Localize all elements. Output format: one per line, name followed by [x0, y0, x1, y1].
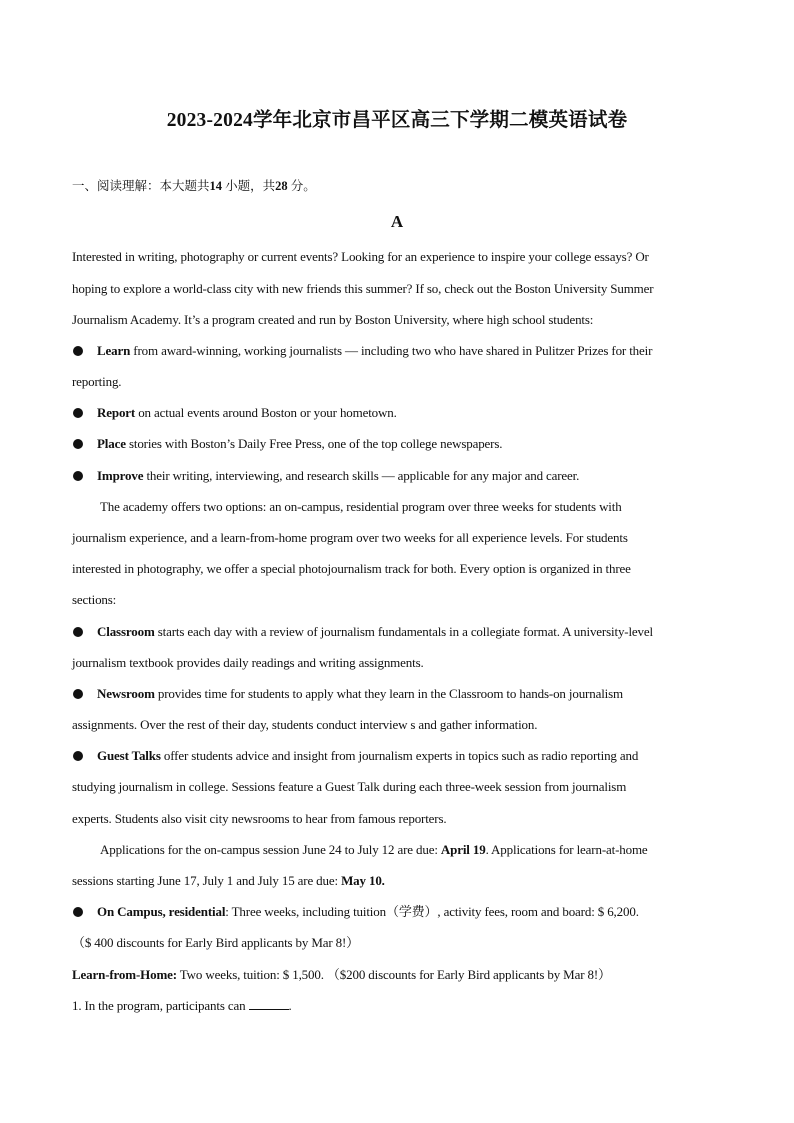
applications-line: [100, 842, 648, 858]
section-suffix: 分。: [290, 179, 316, 193]
bullet-continuation: journalism textbook provides daily readings and writing assignments.: [72, 655, 424, 670]
options-line: sections:: [72, 592, 117, 607]
bullet-keyword: Classroom: [97, 624, 155, 639]
question-end: .: [288, 998, 292, 1013]
section-heading: [72, 176, 316, 194]
bullet-item-improve: [97, 468, 579, 484]
bullet-continuation: assignments. Over the rest of their day, students conduct interview s and gather information.: [72, 717, 538, 732]
bullet-icon: [73, 627, 83, 637]
applications-text: . Applications for learn-at-home: [485, 842, 648, 857]
options-line: interested in photography, we offer a special photojournalism track for both. Every option is organized in three: [72, 561, 631, 576]
bullet-text: from award-winning, working journalists — including two who have shared in Pulitzer Prizes for their: [130, 343, 653, 358]
bullet-icon: [73, 471, 83, 481]
bullet-icon: [73, 439, 83, 449]
bullet-item-newsroom: [97, 686, 623, 702]
bullet-keyword: Place: [97, 436, 126, 451]
bullet-keyword: Newsroom: [97, 686, 155, 701]
price-text: Two weeks, tuition: $ 1,500. （$200 discounts for Early Bird applicants by Mar 8!）: [176, 967, 611, 982]
applications-deadline: April 19: [440, 842, 486, 857]
applications-line: [72, 873, 385, 889]
applications-deadline: May 10.: [341, 873, 385, 888]
bullet-text: their writing, interviewing, and research skills — applicable for any major and career.: [143, 468, 580, 483]
applications-text: Applications for the on-campus session June 24 to July 12 are due:: [100, 842, 441, 857]
price-continuation: （$ 400 discounts for Early Bird applicants by Mar 8!）: [72, 935, 360, 950]
bullet-text: stories with Boston’s Daily Free Press, one of the top college newspapers.: [125, 436, 503, 451]
intro-line: Interested in writing, photography or current events? Looking for an experience to inspire your college essays? Or: [72, 249, 649, 264]
bullet-icon: [73, 907, 83, 917]
bullet-continuation: studying journalism in college. Sessions feature a Guest Talk during each three-week session from journalism: [72, 779, 627, 794]
bullet-continuation: reporting.: [72, 374, 122, 389]
answer-blank[interactable]: [249, 999, 289, 1010]
bullet-text: provides time for students to apply what they learn in the Classroom to hands-on journalism: [154, 686, 623, 701]
bullet-item-report: [97, 405, 397, 421]
question-text: 1. In the program, participants can: [72, 998, 249, 1013]
price-text: : Three weeks, including tuition（学费）, activity fees, room and board: $ 6,200.: [225, 904, 639, 919]
bullet-text: on actual events around Boston or your hometown.: [135, 405, 397, 420]
bullet-item-place: [97, 436, 502, 452]
bullet-keyword: Improve: [97, 468, 144, 483]
question-1: [72, 998, 292, 1014]
bullet-item-classroom: [97, 624, 653, 640]
options-line: The academy offers two options: an on-campus, residential program over three weeks for students with: [100, 499, 622, 514]
intro-line: Journalism Academy. It’s a program created and run by Boston University, where high school students:: [72, 312, 594, 327]
bullet-icon: [73, 751, 83, 761]
price-learn-from-home: [72, 967, 611, 983]
section-prefix: 一、阅读理解：本大题共: [72, 179, 210, 193]
options-line: journalism experience, and a learn-from-home program over two weeks for all experience levels. For students: [72, 530, 628, 545]
bullet-text: starts each day with a review of journalism fundamentals in a collegiate format. A university-level: [154, 624, 653, 639]
price-on-campus: [97, 904, 639, 920]
bullet-keyword: Guest Talks: [97, 748, 161, 763]
bullet-item-learn: [97, 343, 652, 359]
page-title: 2023-2024学年北京市昌平区高三下学期二模英语试卷: [166, 110, 628, 131]
bullet-keyword: Learn: [97, 343, 131, 358]
bullet-keyword: Report: [97, 405, 136, 420]
bullet-icon: [73, 408, 83, 418]
intro-line: hoping to explore a world-class city with new friends this summer? If so, check out the Boston University Summer: [72, 281, 654, 296]
passage-label: A: [390, 212, 404, 231]
bullet-icon: [73, 689, 83, 699]
bullet-text: offer students advice and insight from journalism experts in topics such as radio reporting and: [160, 748, 639, 763]
bullet-continuation: experts. Students also visit city newsrooms to hear from famous reporters.: [72, 811, 447, 826]
bullet-item-guest-talks: [97, 748, 638, 764]
section-count: 14: [209, 179, 223, 193]
price-keyword: On Campus, residential: [97, 904, 226, 919]
price-keyword: Learn-from-Home:: [72, 967, 177, 982]
bullet-icon: [73, 346, 83, 356]
applications-text: sessions starting June 17, July 1 and July 15 are due:: [72, 873, 342, 888]
section-points: 28: [275, 179, 288, 193]
section-mid: 小题，共: [225, 179, 276, 193]
